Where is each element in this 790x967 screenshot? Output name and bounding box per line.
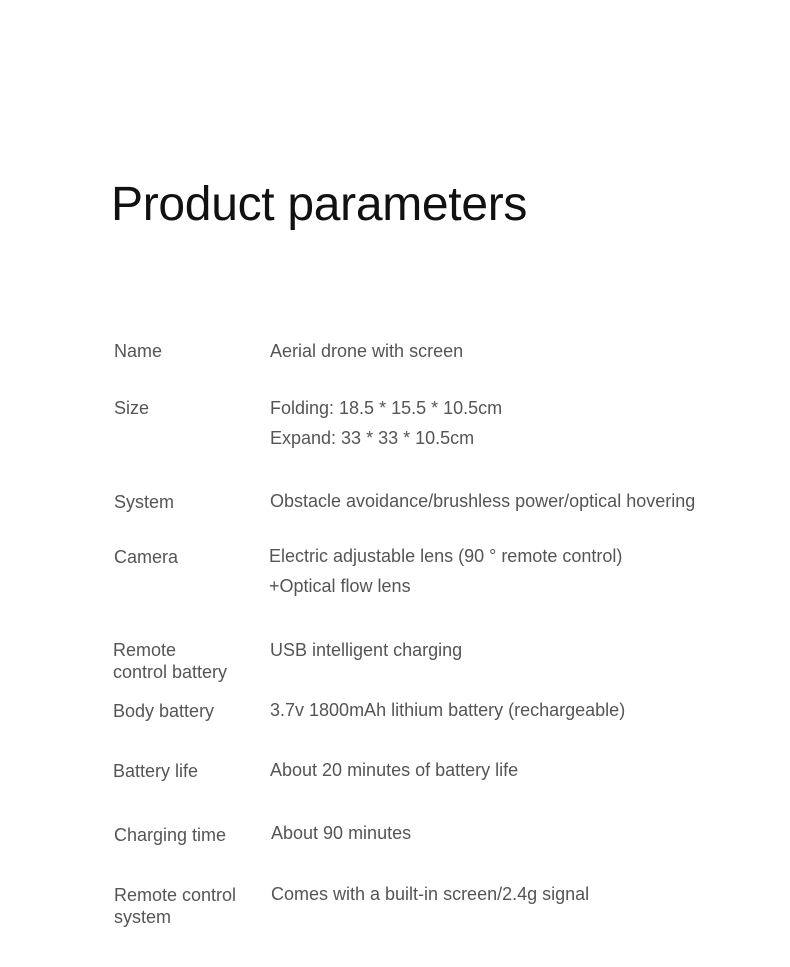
param-value [270, 635, 740, 665]
param-value [270, 393, 740, 453]
param-label-line: Remote control [114, 885, 237, 905]
param-label: Battery life [113, 761, 199, 781]
param-label: Camera [114, 547, 179, 567]
param-value [270, 755, 740, 785]
param-label: Body battery [113, 701, 215, 721]
param-value-line: Expand: 33 * 33 * 10.5cm [270, 428, 475, 448]
page-title: Product parameters [111, 178, 528, 231]
param-value [271, 818, 741, 848]
param-value-line: USB intelligent charging [270, 640, 463, 660]
param-value [270, 486, 740, 516]
param-label-line: Remote [113, 640, 177, 660]
param-value [269, 541, 739, 601]
param-label-line: system [114, 907, 172, 927]
param-value-line: Folding: 18.5 * 15.5 * 10.5cm [270, 398, 503, 418]
param-value-line: Obstacle avoidance/brushless power/optical hovering [270, 491, 696, 511]
param-value [270, 695, 740, 725]
param-value-line: 3.7v 1800mAh lithium battery (rechargeable) [270, 700, 626, 720]
param-label-line: control battery [113, 662, 228, 682]
param-value-line: About 20 minutes of battery life [270, 760, 519, 780]
param-value [270, 336, 740, 366]
param-value [271, 879, 741, 909]
param-value-line: About 90 minutes [271, 823, 412, 843]
param-label [113, 639, 263, 683]
param-label: Size [114, 398, 150, 418]
param-label: Name [114, 341, 163, 361]
param-value-line: Electric adjustable lens (90 ° remote control) [269, 546, 623, 566]
param-label: System [114, 492, 175, 512]
param-value-line: Aerial drone with screen [270, 341, 464, 361]
param-value-line: +Optical flow lens [269, 576, 411, 596]
param-label: Charging time [114, 825, 227, 845]
param-value-line: Comes with a built-in screen/2.4g signal [271, 884, 590, 904]
param-label [114, 884, 264, 928]
